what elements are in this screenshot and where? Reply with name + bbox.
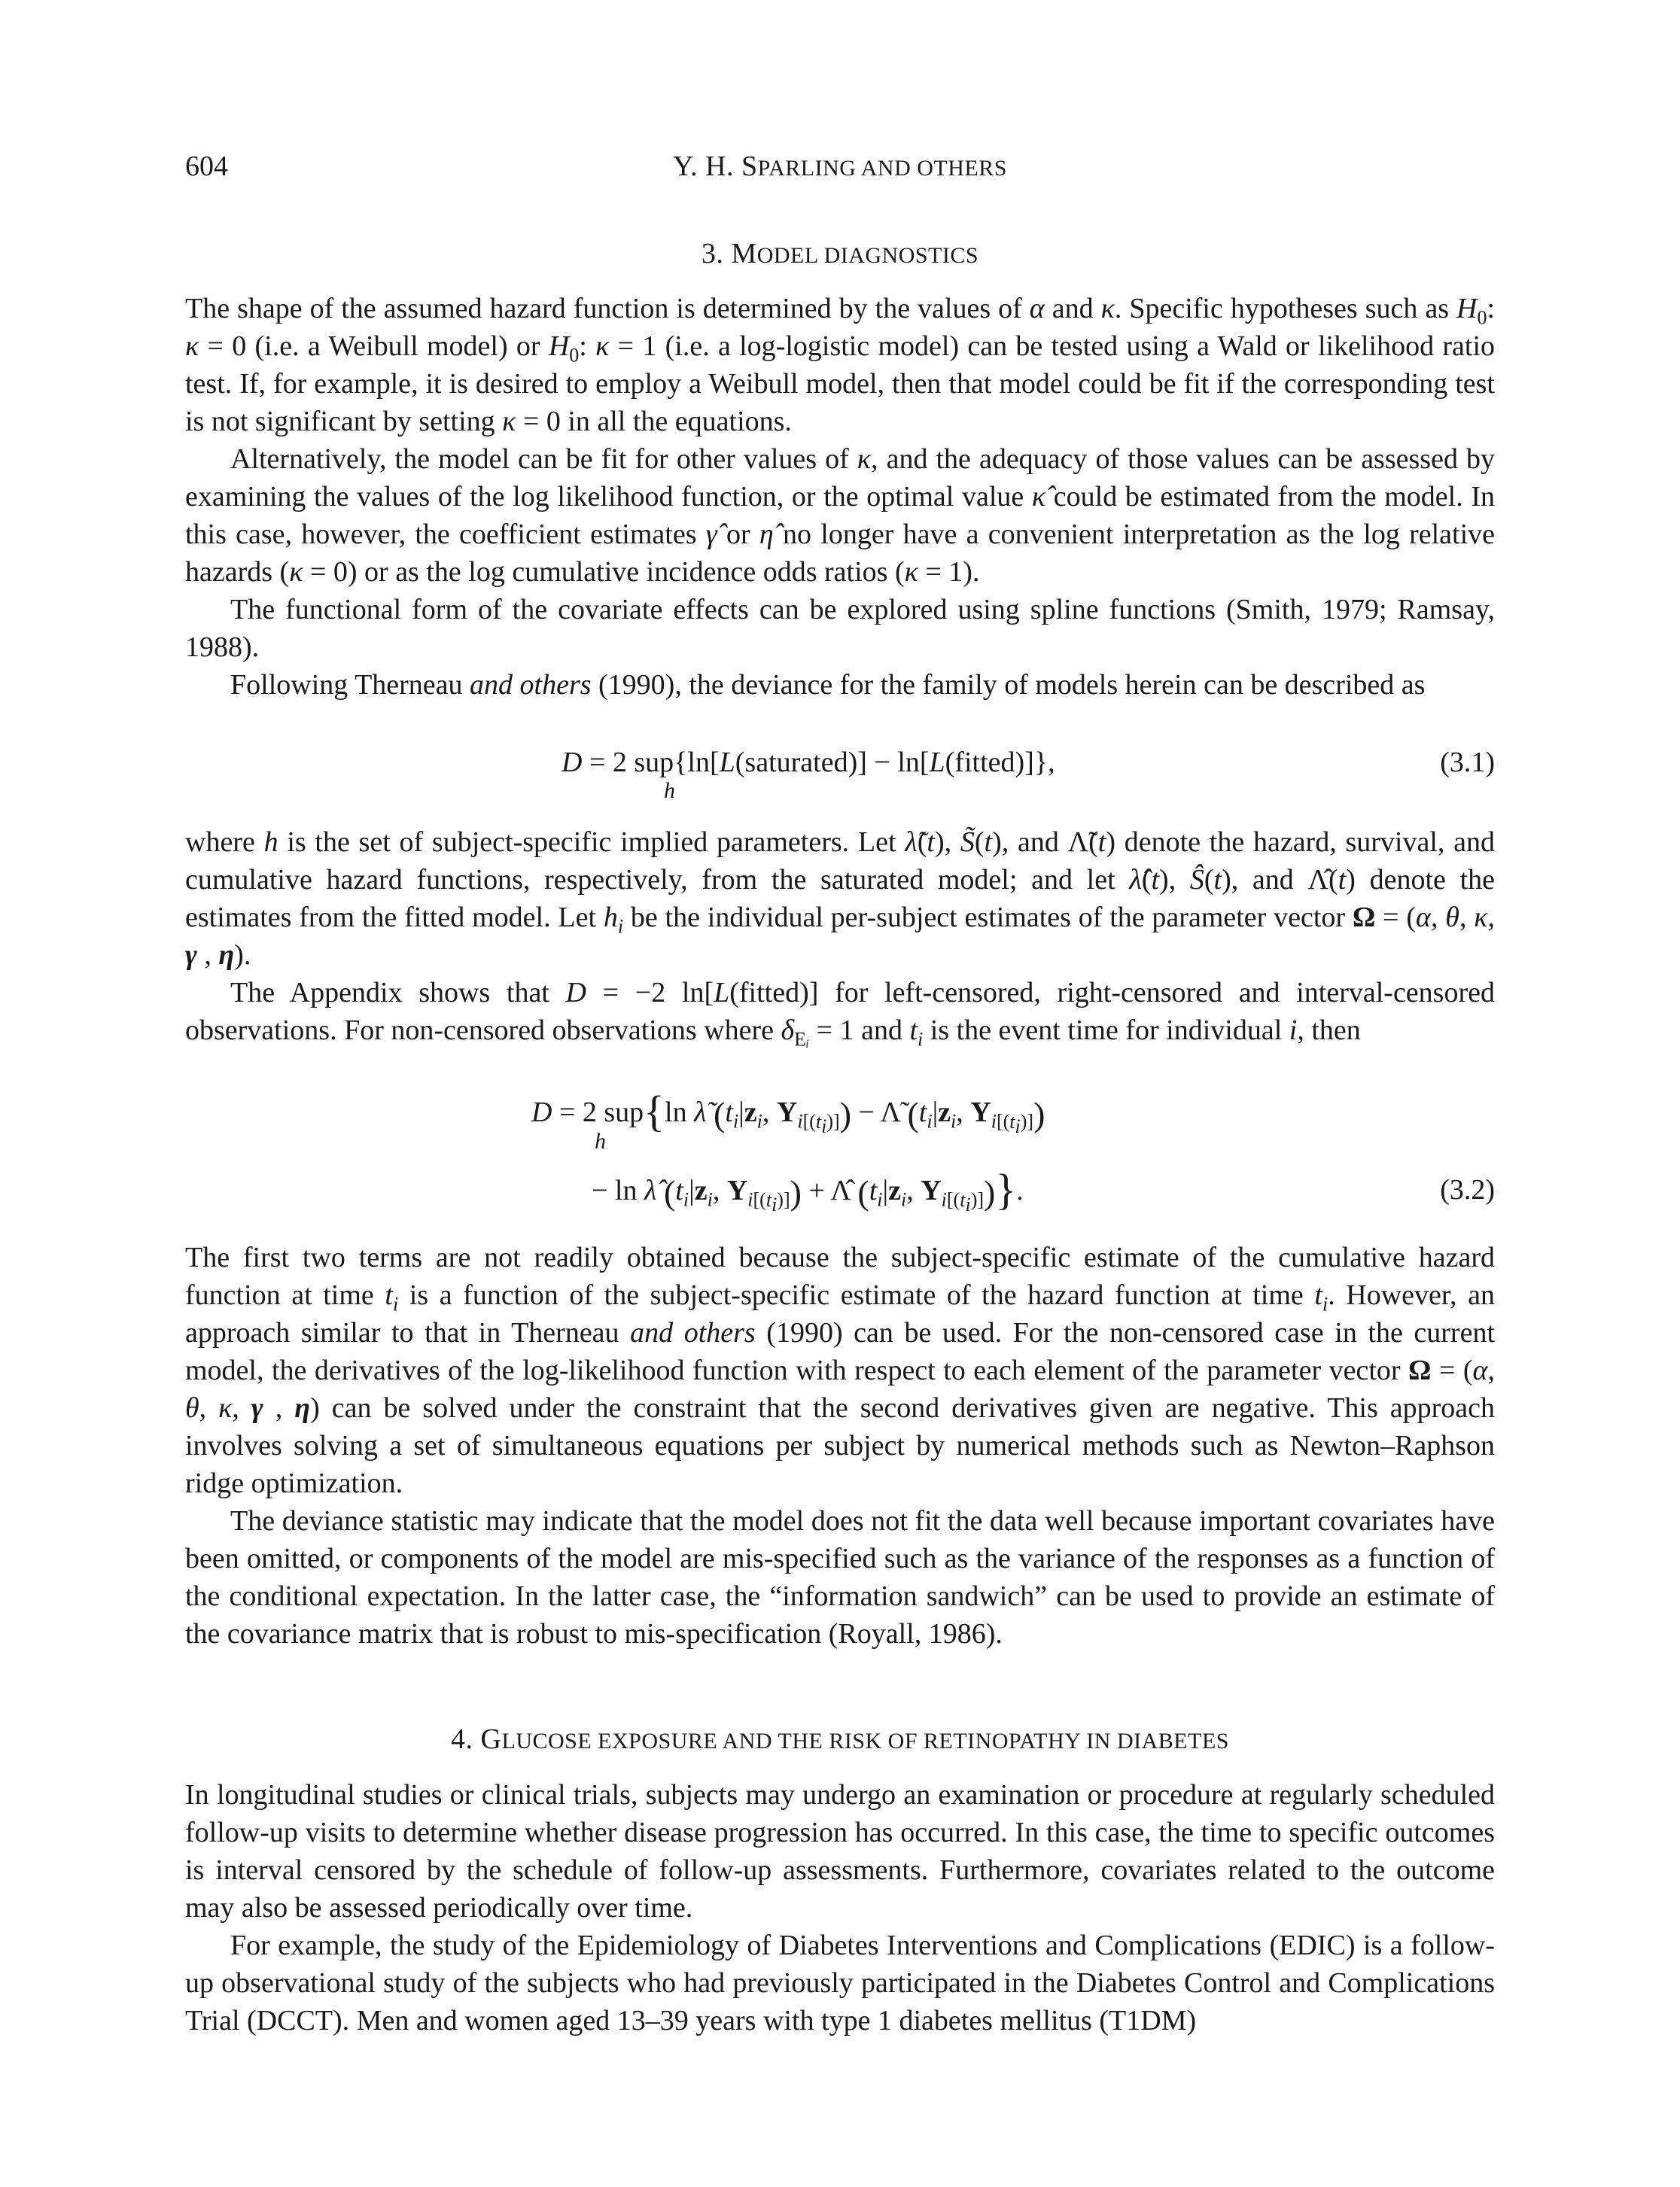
section-3-text-block-3 (185, 1239, 1495, 1653)
section-4-heading: 4. GLUCOSE EXPOSURE AND THE RISK OF RETINOPATHY IN DIABETES (451, 1723, 1229, 1755)
equation-3-1-number: (3.1) (1440, 747, 1495, 778)
paragraph-hazard-shape: The shape of the assumed hazard function is determined by the values of α and κ. Specific hypotheses such as $H_0$: κ = 0 (i.e. a Weibull model) or $H_0$: κ = 1 (i.e. a log-logistic model) can be tested using a Wald or likelihood ratio test. If, for example, it is desired to employ a Weibull model, then that model could be fit if the corresponding test is not significant by setting κ = 0 in all the equations. (185, 293, 1496, 437)
section-3-text-block-2 (185, 823, 1495, 1049)
running-title: Y. H. SPARLING AND OTHERS (673, 151, 1007, 182)
equation-3-1 (185, 744, 1495, 803)
section-3-text-block (185, 290, 1495, 704)
equation-3-1-sup-subscript: h (664, 778, 675, 803)
paragraph-first-two-terms: The first two terms are not readily obtained because the subject-specific estimate of the cumulative hazard function at time $t_i$ is a function of the subject-specific estimate of the hazard function at time $t_i$. However, an approach similar to that in Therneau and others (1990) can be used. For the non-censored case in the current model, the derivatives of the log-likelihood function with respect to each element of the parameter vector Ω = (α, θ, κ, γ , η) can be solved under the constraint that the second derivatives given are negative. This approach involves solving a set of simultaneous equations per subject by numerical methods such as Newton–Raphson ridge optimization. (185, 1242, 1496, 1499)
paragraph-spline-functions: The functional form of the covariate effects can be explored using spline functions (Smith, 1979; Ramsay, 1988). (185, 594, 1495, 663)
equation-3-2-line-1: D = 2 sup{ln λ̃ ($t_i|z_i$, $Y_{i[(t_i)]}$) − Λ̃ ($t_i|z_i$, $Y_{i[(t_i)]}$) (531, 1087, 1045, 1137)
equation-3-2-line-2: − ln λ̂ ($t_i|z_i$, $Y_{i[(t_i)]}$) + Λ̂ ($t_i|z_i$, $Y_{i[(t_i)]}$)}. (592, 1165, 1024, 1215)
paragraph-edic-study: For example, the study of the Epidemiology of Diabetes Interventions and Complications (EDIC) is a follow-up observational study of the subjects who had previously participated in the Diabetes Control and Complications Trial (DCCT). Men and women aged 13–39 years with type 1 diabetes mellitus (T1DM) (185, 1930, 1495, 2036)
section-3-heading: 3. MODEL DIAGNOSTICS (701, 238, 979, 269)
running-header (185, 148, 1495, 185)
equation-3-1-body: D = 2 sup{ln[L(saturated)] − ln[L(fitted)]}, (562, 747, 1055, 778)
equation-3-2-sup-subscript: h (595, 1129, 606, 1154)
paragraph-deviance-intro: Following Therneau and others (1990), the deviance for the family of models herein can be described as (230, 669, 1426, 701)
equation-3-2-number: (3.2) (1440, 1174, 1495, 1206)
section-4-text-block (185, 1776, 1495, 2039)
paragraph-deviance-statistic: The deviance statistic may indicate that the model does not fit the data well because important covariates have been omitted, or components of the model are mis-specified such as the variance of the responses as a function of the conditional expectation. In the latter case, the “information sandwich” can be used to provide an estimate of the covariance matrix that is robust to mis-specification (Royall, 1986). (185, 1505, 1495, 1650)
paragraph-alternative-kappa: Alternatively, the model can be fit for other values of κ, and the adequacy of those values can be assessed by examining the values of the log likelihood function, or the optimal value κ̂ could be estimated from the model. In this case, however, the coefficient estimates γ̂ or η̂ no longer have a convenient interpretation as the log relative hazards (κ = 0) or as the log cumulative incidence odds ratios (κ = 1). (185, 443, 1495, 588)
paragraph-appendix-deviance: The Appendix shows that D = −2 ln[L(fitted)] for left-censored, right-censored and interval-censored observations. For non-censored observations where $\delta_{Eᵢ} = 1$ and $t_i$ is the event time for individual i, then (185, 977, 1495, 1051)
equation-3-2 (185, 1087, 1495, 1215)
paragraph-subject-parameters: where h is the set of subject-specific implied parameters. Let λ̃(t), S̃(t), and Λ̃(t) denote the hazard, survival, and cumulative hazard functions, respectively, from the saturated model; and let λ̂(t), Ŝ(t), and Λ̂(t) denote the estimates from the fitted model. Let $h_i$ be the individual per-subject estimates of the parameter vector Ω = (α, θ, κ, γ , η). (185, 826, 1496, 971)
page-number: 604 (185, 151, 228, 182)
paragraph-longitudinal-studies: In longitudinal studies or clinical trials, subjects may undergo an examination or procedure at regularly scheduled follow-up visits to determine whether disease progression has occurred. In this case, the time to specific outcomes is interval censored by the schedule of follow-up assessments. Furthermore, covariates related to the outcome may also be assessed periodically over time. (185, 1779, 1495, 1924)
